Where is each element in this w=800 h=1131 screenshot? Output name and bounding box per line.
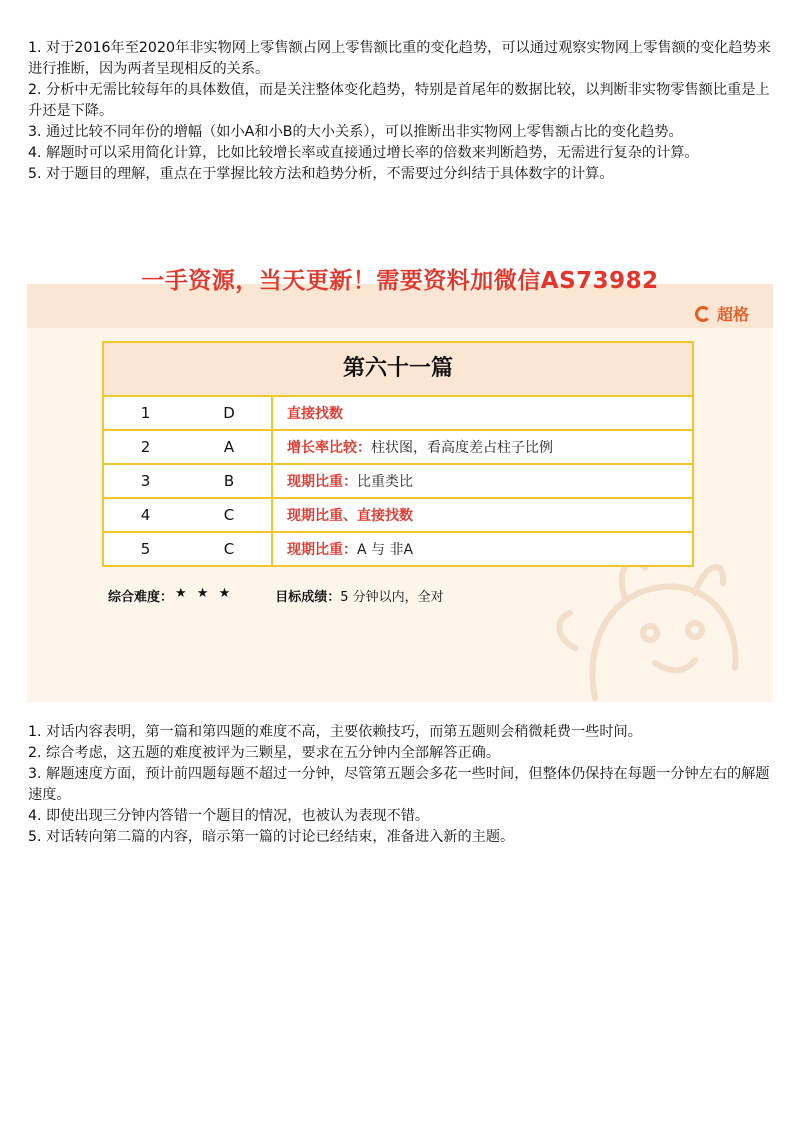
answer-card [27, 284, 773, 702]
difficulty-label: 综合难度： [108, 590, 174, 605]
answer-choice: D [223, 404, 235, 422]
target-value: 5 分钟以内，全对 [340, 590, 444, 605]
question-number: 5 [140, 540, 151, 558]
table-title: 第六十一篇 [104, 343, 692, 397]
target-label: 目标成绩： [275, 590, 341, 605]
bottom-notes [28, 722, 776, 848]
note-item: 5. 对话转向第二篇的内容，暗示第一篇的讨论已经结束，准备进入新的主题。 [28, 829, 515, 845]
note-item: 1. 对话内容表明，第一篇和第四题的难度不高，主要依赖技巧，而第五题则会稍微耗费一些时间。 [28, 724, 642, 740]
note-keyword: 现期比重： [287, 474, 357, 490]
note-item: 4. 解题时可以采用简化计算，比如比较增长率或直接通过增长率的倍数来判断趋势，无需进行复杂的计算。 [28, 145, 699, 161]
question-number: 1 [140, 404, 151, 422]
table-row [104, 431, 692, 465]
note-item: 3. 解题速度方面，预计前四题每题不超过一分钟，尽管第五题会多花一些时间，但整体仍保持在每题一分钟左右的解题速度。 [28, 766, 770, 803]
solution-note [271, 465, 692, 497]
table-row [104, 533, 692, 565]
solution-note [271, 533, 692, 565]
answer-choice: A [223, 438, 235, 456]
logo-g-icon [695, 306, 711, 322]
table-row [104, 397, 692, 431]
answer-table [102, 341, 694, 567]
answer-choice: C [223, 506, 235, 524]
note-keyword: 现期比重： [287, 542, 357, 558]
solution-note [271, 431, 692, 463]
note-detail: 柱状图，看高度差占柱子比例 [371, 440, 553, 456]
difficulty-stars: ★ ★ ★ [175, 586, 234, 601]
table-row [104, 499, 692, 533]
note-detail: 比重类比 [357, 474, 413, 490]
difficulty-summary [108, 586, 444, 605]
note-item: 2. 分析中无需比较每年的具体数值，而是关注整体变化趋势，特别是首尾年的数据比较，以判断非实物零售额比重是上升还是下降。 [28, 82, 770, 119]
top-notes [28, 38, 776, 185]
question-number: 2 [140, 438, 151, 456]
table-row [104, 465, 692, 499]
answer-choice: B [223, 472, 235, 490]
note-item: 3. 通过比较不同年份的增幅（如小A和小B的大小关系），可以推断出非实物网上零售额占比的变化趋势。 [28, 124, 683, 140]
question-number: 4 [140, 506, 151, 524]
question-number: 3 [140, 472, 151, 490]
note-detail: A 与 非A [357, 542, 414, 558]
answer-choice: C [223, 540, 235, 558]
note-item: 1. 对于2016年至2020年非实物网上零售额占网上零售额比重的变化趋势，可以通过观察实物网上零售额的变化趋势来进行推断，因为两者呈现相反的关系。 [28, 40, 771, 77]
promo-banner: 一手资源，当天更新！需要资料加微信AS73982 [141, 268, 659, 294]
note-item: 2. 综合考虑，这五题的难度被评为三颗星，要求在五分钟内全部解答正确。 [28, 745, 501, 761]
note-keyword: 直接找数 [287, 406, 343, 422]
solution-note [271, 499, 692, 531]
note-keyword: 增长率比较： [287, 440, 371, 456]
brand-name: 超格 [716, 305, 749, 324]
note-keyword: 现期比重、直接找数 [287, 508, 413, 524]
note-item: 5. 对于题目的理解，重点在于掌握比较方法和趋势分析，不需要过分纠结于具体数字的计算。 [28, 166, 614, 182]
brand-logo [695, 302, 749, 325]
solution-note [271, 397, 692, 429]
note-item: 4. 即使出现三分钟内答错一个题目的情况，也被认为表现不错。 [28, 808, 430, 824]
